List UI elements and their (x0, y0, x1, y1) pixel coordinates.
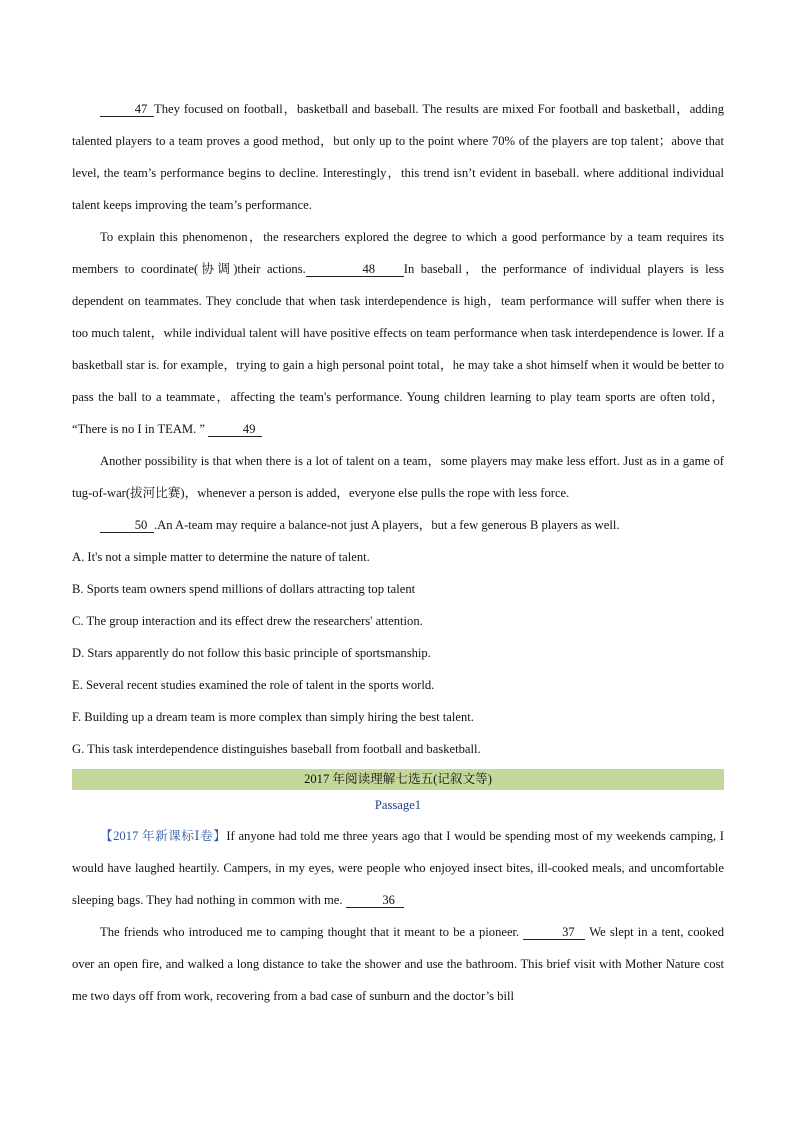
paragraph-text: Another possibility is that when there is a lot of talent on a team，some players may make less effort. Just as in a game of tug-of-war(拔河比赛)，whenever a person is added，everyone else pulls the rope with less force. (72, 454, 724, 500)
paragraph-text: We slept in a tent, cooked over an open fire, and walked a long distance to take the shower and use the bathroom. This brief visit with Mother Nature cost me two days off from work, recovering from a bad case of sunburn and the doctor’s bill (72, 925, 725, 1003)
paragraph-50 (72, 509, 724, 541)
paragraph-text: To explain this phenomenon，the researchers explored the degree to which a good performance by a team requires its members to coordinate(协调)their actions. (72, 230, 724, 276)
option-b: B. Sports team owners spend millions of dollars attracting top talent (72, 582, 416, 596)
paragraph-text: They focused on football，basketball and baseball. The results are mixed For football and basketball，adding talented players to a team proves a good method，but only up to the point where 70% of the players are top talent；above that level, the team’s performance begins to decline. Interestingly，this trend isn’t evident in baseball. where additional individual talent keeps improving the team’s performance. (72, 102, 724, 212)
option-a: A. It's not a simple matter to determine the nature of talent. (72, 550, 370, 564)
paragraph-47 (72, 93, 724, 221)
answer-blank-48[interactable]: 48 (306, 262, 404, 277)
paragraph-tug-of-war (72, 445, 724, 509)
source-label: 【2017 年新课标Ⅰ卷】 (100, 829, 227, 843)
paragraph-text: .An A-team may require a balance-not just A players，but a few generous B players as well. (154, 518, 620, 532)
document-content (72, 93, 724, 1012)
section-banner: 2017 年阅读理解七选五(记叙文等) (72, 769, 724, 790)
option-f: F. Building up a dream team is more complex than simply hiring the best talent. (72, 710, 474, 724)
answer-blank-36[interactable]: 36 (346, 893, 404, 908)
answer-blank-49[interactable]: 49 (208, 422, 262, 437)
paragraph-37 (72, 916, 724, 1012)
answer-blank-47[interactable]: 47 (100, 102, 154, 117)
paragraph-text: The friends who introduced me to camping thought that it meant to be a pioneer. (100, 925, 520, 939)
paragraph-text: If anyone had told me three years ago that I would be spending most of my weekends camping, I would have laughed heartily. Campers, in my eyes, were people who enjoyed insect bites, ill-cooked meals, and uncomfortable sleeping bags. They had nothing in common with me. (72, 829, 725, 907)
passage-title: Passage1 (374, 798, 422, 812)
paragraph-text: In baseball，the performance of individual players is less dependent on teammates. They conclude that when task interdependence is high，team performance will suffer when there is too much talent，while individual talent will have positive effects on team performance when task interdependence is lower. If a basketball star is. for example，trying to gain a high personal point total，he may take a shot himself when it would be better to pass the ball to a teammate，affecting the team's performance. Young children learning to play team sports are often told， “There is no I in TEAM. ” (72, 262, 724, 436)
option-c: C. The group interaction and its effect drew the researchers' attention. (72, 614, 423, 628)
option-e: E. Several recent studies examined the role of talent in the sports world. (72, 678, 435, 692)
option-d: D. Stars apparently do not follow this basic principle of sportsmanship. (72, 646, 431, 660)
paragraph-48-49 (72, 221, 724, 445)
answer-blank-50[interactable]: 50 (100, 518, 154, 533)
answer-blank-37[interactable]: 37 (523, 925, 585, 940)
option-g: G. This task interdependence distinguishes baseball from football and basketball. (72, 742, 481, 756)
paragraph-36 (72, 820, 724, 916)
